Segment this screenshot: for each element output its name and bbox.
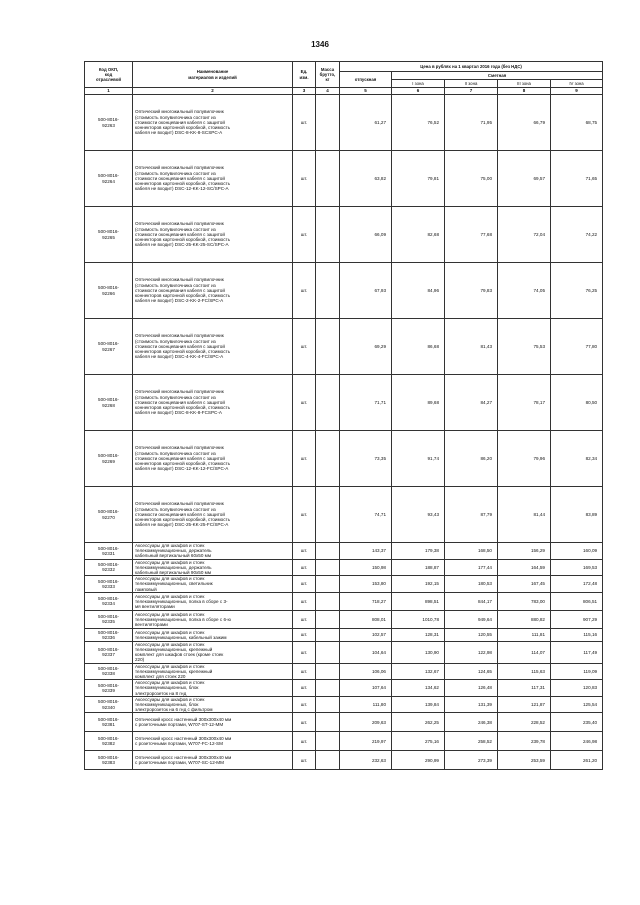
price-zone-4: 80,50 xyxy=(551,375,603,431)
price-zone-1: 134,62 xyxy=(392,680,445,697)
table-row xyxy=(85,431,603,487)
price-zone-2: 844,17 xyxy=(445,592,498,610)
product-name: Оптический многожильный полувилочник (стоимость полувилочника состоит из стоимости оконцевания кабеля с защитой коннекторов картонной коробкой, стоимость кабеля не входит) DSC-2-KK-2-FC/SPC-A xyxy=(133,263,293,319)
product-name: Аксессуары для шкафов и стоек телекоммуникационных, держатель кабельный вертикальный 60x50 мм xyxy=(133,543,293,560)
price-zone-1: 192,15 xyxy=(392,576,445,593)
price-zone-1: 132,67 xyxy=(392,663,445,680)
product-code: 500-8016- 92269 xyxy=(85,431,133,487)
mass-cell xyxy=(316,576,340,593)
price-zone-2: 177,44 xyxy=(445,559,498,576)
product-code: 500-8016- 92333 xyxy=(85,576,133,593)
price-zone-3: 164,59 xyxy=(498,559,551,576)
column-number: 4 xyxy=(316,88,340,95)
price-zone-4: 76,25 xyxy=(551,263,603,319)
price-zone-4: 71,65 xyxy=(551,151,603,207)
price-zone-2: 86,20 xyxy=(445,431,498,487)
table-row xyxy=(85,732,603,751)
header-zone-4: IV зона xyxy=(551,80,603,88)
product-code: 500-8016- 92268 xyxy=(85,375,133,431)
price-zone-1: 179,38 xyxy=(392,543,445,560)
product-code: 500-8016- 92337 xyxy=(85,641,133,663)
table-row xyxy=(85,713,603,732)
price-zone-1: 275,16 xyxy=(392,732,445,751)
table-body xyxy=(85,95,603,770)
price-zone-2: 124,65 xyxy=(445,663,498,680)
mass-cell xyxy=(316,628,340,641)
product-name: Оптический кросс настенный 300x300x40 мм с розеточными портами, W707-SC-12-MM xyxy=(133,751,293,770)
header-otpusknaya: отпускная xyxy=(340,72,392,88)
mass-cell xyxy=(316,663,340,680)
product-code: 500-8016- 92340 xyxy=(85,696,133,713)
price-otpusknaya: 71,71 xyxy=(340,375,392,431)
price-zone-4: 83,89 xyxy=(551,487,603,543)
product-code: 500-8016- 92339 xyxy=(85,680,133,697)
price-zone-2: 246,38 xyxy=(445,713,498,732)
price-zone-4: 125,54 xyxy=(551,696,603,713)
price-otpusknaya: 808,01 xyxy=(340,610,392,628)
price-zone-4: 77,80 xyxy=(551,319,603,375)
table-row xyxy=(85,375,603,431)
table-row xyxy=(85,592,603,610)
mass-cell xyxy=(316,680,340,697)
column-number: 6 xyxy=(392,88,445,95)
column-number-row xyxy=(85,88,603,95)
product-name: Оптический многожильный полувилочник (стоимость полувилочника состоит из стоимости оконцевания кабеля с защитой коннекторов картонной коробкой, стоимость кабеля не входит) DSC-8-KK-8-SCSPC-A xyxy=(133,95,293,151)
table-row xyxy=(85,543,603,560)
product-name: Оптический многожильный полувилочник (стоимость полувилочника состоит из стоимости оконцевания кабеля с защитой коннекторов картонной коробкой, стоимость кабеля не входит) DSC-12-KK-12-FC/SPC-A xyxy=(133,431,293,487)
price-zone-2: 126,48 xyxy=(445,680,498,697)
price-zone-4: 261,20 xyxy=(551,751,603,770)
unit-cell: шт. xyxy=(293,263,316,319)
product-code: 500-8016- 92332 xyxy=(85,559,133,576)
price-zone-4: 74,22 xyxy=(551,207,603,263)
table-row xyxy=(85,207,603,263)
unit-cell: шт. xyxy=(293,431,316,487)
table-row xyxy=(85,95,603,151)
product-code: 500-8016- 92270 xyxy=(85,487,133,543)
table-row xyxy=(85,696,603,713)
header-zone-1: I зона xyxy=(392,80,445,88)
price-zone-3: 75,53 xyxy=(498,319,551,375)
product-code: 500-8016- 92266 xyxy=(85,263,133,319)
price-zone-3: 78,17 xyxy=(498,375,551,431)
column-number: 8 xyxy=(498,88,551,95)
price-otpusknaya: 69,29 xyxy=(340,319,392,375)
product-code: 500-8016- 92383 xyxy=(85,751,133,770)
price-zone-3: 72,04 xyxy=(498,207,551,263)
price-zone-4: 120,83 xyxy=(551,680,603,697)
price-zone-1: 76,52 xyxy=(392,95,445,151)
mass-cell xyxy=(316,713,340,732)
price-zone-2: 81,43 xyxy=(445,319,498,375)
price-zone-2: 75,00 xyxy=(445,151,498,207)
mass-cell xyxy=(316,151,340,207)
price-zone-1: 84,96 xyxy=(392,263,445,319)
header-price-group: Цена в рублях на 1 квартал 2016 года (без НДС) xyxy=(340,62,603,72)
price-otpusknaya: 61,27 xyxy=(340,95,392,151)
product-name: Аксессуары для шкафов и стоек телекоммуникационных, полка в сборе с 6-ю вентиляторами xyxy=(133,610,293,628)
price-zone-3: 81,44 xyxy=(498,487,551,543)
price-otpusknaya: 718,27 xyxy=(340,592,392,610)
price-zone-2: 273,39 xyxy=(445,751,498,770)
column-number: 7 xyxy=(445,88,498,95)
product-name: Аксессуары для шкафов и стоек телекоммуникационных, кабельный зажим xyxy=(133,628,293,641)
price-zone-2: 131,39 xyxy=(445,696,498,713)
header-zone-2: II зона xyxy=(445,80,498,88)
mass-cell xyxy=(316,641,340,663)
price-zone-4: 907,29 xyxy=(551,610,603,628)
price-zone-1: 130,90 xyxy=(392,641,445,663)
mass-cell xyxy=(316,375,340,431)
product-name: Оптический кросс настенный 300x300x40 мм с розеточными портами, W707-ST-12-MM xyxy=(133,713,293,732)
unit-cell: шт. xyxy=(293,151,316,207)
product-code: 500-8016- 92264 xyxy=(85,151,133,207)
price-zone-2: 79,83 xyxy=(445,263,498,319)
unit-cell: шт. xyxy=(293,680,316,697)
table-row xyxy=(85,628,603,641)
product-name: Оптический многожильный полувилочник (стоимость полувилочника состоит из стоимости оконцевания кабеля с защитой коннекторов картонной коробкой, стоимость кабеля не входит) DSC-25-KK-25-FC/SPC-A xyxy=(133,487,293,543)
unit-cell: шт. xyxy=(293,641,316,663)
price-zone-1: 188,87 xyxy=(392,559,445,576)
product-name: Аксессуары для шкафов и стоек телекоммуникационных, полка в сборе с 3- мя вентиляторами xyxy=(133,592,293,610)
price-zone-4: 806,51 xyxy=(551,592,603,610)
column-number: 5 xyxy=(340,88,392,95)
price-zone-3: 253,59 xyxy=(498,751,551,770)
price-zone-2: 77,68 xyxy=(445,207,498,263)
price-otpusknaya: 219,97 xyxy=(340,732,392,751)
product-code: 500-8016- 92334 xyxy=(85,592,133,610)
price-zone-3: 69,57 xyxy=(498,151,551,207)
table-row xyxy=(85,576,603,593)
product-code: 500-8016- 92335 xyxy=(85,610,133,628)
price-zone-1: 86,68 xyxy=(392,319,445,375)
product-name: Оптический кросс настенный 300x300x40 мм с розеточными портами, W707-FC-12-SM xyxy=(133,732,293,751)
price-zone-4: 246,98 xyxy=(551,732,603,751)
price-zone-1: 91,74 xyxy=(392,431,445,487)
price-zone-2: 87,79 xyxy=(445,487,498,543)
table-row xyxy=(85,487,603,543)
price-otpusknaya: 66,09 xyxy=(340,207,392,263)
table-row xyxy=(85,559,603,576)
column-number: 1 xyxy=(85,88,133,95)
price-otpusknaya: 106,06 xyxy=(340,663,392,680)
unit-cell: шт. xyxy=(293,543,316,560)
mass-cell xyxy=(316,487,340,543)
product-code: 500-8016- 92381 xyxy=(85,713,133,732)
column-number: 9 xyxy=(551,88,603,95)
unit-cell: шт. xyxy=(293,576,316,593)
price-otpusknaya: 150,98 xyxy=(340,559,392,576)
unit-cell: шт. xyxy=(293,592,316,610)
product-name: Оптический многожильный полувилочник (стоимость полувилочника состоит из стоимости оконцевания кабеля с защитой коннекторов картонной коробкой, стоимость кабеля не входит) DSC-8-KK-8-FCSPC-A xyxy=(133,375,293,431)
price-zone-1: 898,51 xyxy=(392,592,445,610)
unit-cell: шт. xyxy=(293,751,316,770)
unit-cell: шт. xyxy=(293,610,316,628)
product-name: Оптический многожильный полувилочник (стоимость полувилочника состоит из стоимости оконцевания кабеля с защитой коннекторов картонной коробкой, стоимость кабеля не входит) DSC-12-KK-12-SC/SPC-A xyxy=(133,151,293,207)
unit-cell: шт. xyxy=(293,628,316,641)
unit-cell: шт. xyxy=(293,559,316,576)
price-zone-4: 160,09 xyxy=(551,543,603,560)
header-mass: Масса брутто, кг xyxy=(316,62,340,88)
table-row xyxy=(85,641,603,663)
price-otpusknaya: 63,82 xyxy=(340,151,392,207)
price-zone-4: 68,75 xyxy=(551,95,603,151)
mass-cell xyxy=(316,543,340,560)
product-code: 500-8016- 92263 xyxy=(85,95,133,151)
price-otpusknaya: 67,93 xyxy=(340,263,392,319)
table-row xyxy=(85,319,603,375)
price-zone-3: 79,96 xyxy=(498,431,551,487)
price-zone-3: 156,29 xyxy=(498,543,551,560)
unit-cell: шт. xyxy=(293,487,316,543)
table-row xyxy=(85,751,603,770)
mass-cell xyxy=(316,696,340,713)
price-zone-2: 120,55 xyxy=(445,628,498,641)
product-code: 500-8016- 92331 xyxy=(85,543,133,560)
unit-cell: шт. xyxy=(293,696,316,713)
product-name: Аксессуары для шкафов и стоек телекоммуникационных, блок электророзеток на 6 гнд с фильтром xyxy=(133,696,293,713)
price-otpusknaya: 111,80 xyxy=(340,696,392,713)
price-zone-1: 290,99 xyxy=(392,751,445,770)
price-zone-2: 168,50 xyxy=(445,543,498,560)
price-zone-3: 66,79 xyxy=(498,95,551,151)
table-row xyxy=(85,263,603,319)
header-zone-3: III зона xyxy=(498,80,551,88)
product-name: Аксессуары для шкафов и стоек телекоммуникационных, светильник ламповый xyxy=(133,576,293,593)
price-zone-3: 228,52 xyxy=(498,713,551,732)
product-code: 500-8016- 92338 xyxy=(85,663,133,680)
price-otpusknaya: 143,37 xyxy=(340,543,392,560)
mass-cell xyxy=(316,732,340,751)
unit-cell: шт. xyxy=(293,713,316,732)
unit-cell: шт. xyxy=(293,375,316,431)
price-otpusknaya: 209,63 xyxy=(340,713,392,732)
mass-cell xyxy=(316,263,340,319)
header-code: Код ОКП, код отраслевой xyxy=(85,62,133,88)
price-zone-3: 114,07 xyxy=(498,641,551,663)
price-zone-1: 262,25 xyxy=(392,713,445,732)
price-zone-3: 121,87 xyxy=(498,696,551,713)
price-zone-3: 880,82 xyxy=(498,610,551,628)
price-zone-3: 115,63 xyxy=(498,663,551,680)
price-zone-4: 235,40 xyxy=(551,713,603,732)
header-name: Наименование материалов и изделий xyxy=(133,62,293,88)
price-zone-4: 82,34 xyxy=(551,431,603,487)
price-zone-1: 139,84 xyxy=(392,696,445,713)
mass-cell xyxy=(316,95,340,151)
price-zone-3: 111,81 xyxy=(498,628,551,641)
price-zone-1: 82,68 xyxy=(392,207,445,263)
table-row xyxy=(85,680,603,697)
mass-cell xyxy=(316,319,340,375)
unit-cell: шт. xyxy=(293,95,316,151)
product-code: 500-8016- 92382 xyxy=(85,732,133,751)
product-name: Аксессуары для шкафов и стоек телекоммуникационных, блок электророзеток на 8 гнд xyxy=(133,680,293,697)
header-unit: Ед. изм. xyxy=(293,62,316,88)
price-zone-3: 239,78 xyxy=(498,732,551,751)
mass-cell xyxy=(316,207,340,263)
price-zone-2: 180,53 xyxy=(445,576,498,593)
price-zone-1: 128,31 xyxy=(392,628,445,641)
price-zone-2: 258,52 xyxy=(445,732,498,751)
unit-cell: шт. xyxy=(293,732,316,751)
product-code: 500-8016- 92265 xyxy=(85,207,133,263)
product-name: Аксессуары для шкафов и стоек телекоммуникационных, держатель кабельный вертикальный 90x50 мм xyxy=(133,559,293,576)
price-otpusknaya: 232,63 xyxy=(340,751,392,770)
table-row xyxy=(85,610,603,628)
price-otpusknaya: 153,80 xyxy=(340,576,392,593)
mass-cell xyxy=(316,610,340,628)
price-zone-4: 119,09 xyxy=(551,663,603,680)
product-code: 500-8016- 92267 xyxy=(85,319,133,375)
product-name: Оптический многожильный полувилочник (стоимость полувилочника состоит из стоимости оконцевания кабеля с защитой коннекторов картонной коробкой, стоимость кабеля не входит) DSC-4-KK-4-FC/SPC-A xyxy=(133,319,293,375)
mass-cell xyxy=(316,559,340,576)
price-otpusknaya: 102,57 xyxy=(340,628,392,641)
price-zone-4: 169,53 xyxy=(551,559,603,576)
price-zone-2: 84,27 xyxy=(445,375,498,431)
price-zone-4: 117,49 xyxy=(551,641,603,663)
mass-cell xyxy=(316,592,340,610)
page-number: 1346 xyxy=(311,40,329,49)
price-otpusknaya: 107,64 xyxy=(340,680,392,697)
price-zone-2: 122,98 xyxy=(445,641,498,663)
table-row xyxy=(85,663,603,680)
price-zone-2: 71,95 xyxy=(445,95,498,151)
product-name: Оптический многожильный полувилочник (стоимость полувилочника состоит из стоимости оконцевания кабеля с защитой коннекторов картонной коробкой, стоимость кабеля не входит) DSC-25-KK-25-SC/SPC-A xyxy=(133,207,293,263)
price-zone-1: 79,81 xyxy=(392,151,445,207)
price-zone-1: 93,43 xyxy=(392,487,445,543)
price-zone-3: 74,05 xyxy=(498,263,551,319)
column-number: 3 xyxy=(293,88,316,95)
price-zone-1: 89,68 xyxy=(392,375,445,431)
price-zone-4: 172,48 xyxy=(551,576,603,593)
unit-cell: шт. xyxy=(293,319,316,375)
price-zone-3: 167,45 xyxy=(498,576,551,593)
product-code: 500-8016- 92336 xyxy=(85,628,133,641)
price-zone-4: 115,16 xyxy=(551,628,603,641)
price-otpusknaya: 74,71 xyxy=(340,487,392,543)
header-smetnaya: Сметная xyxy=(392,72,603,80)
product-name: Аксессуары для шкафов и стоек телекоммуникационных, крепежный комплект для шкафов стоек (кроме стоек 220) xyxy=(133,641,293,663)
price-zone-3: 783,00 xyxy=(498,592,551,610)
unit-cell: шт. xyxy=(293,663,316,680)
mass-cell xyxy=(316,751,340,770)
price-otpusknaya: 73,35 xyxy=(340,431,392,487)
price-zone-2: 949,64 xyxy=(445,610,498,628)
price-otpusknaya: 104,64 xyxy=(340,641,392,663)
product-name: Аксессуары для шкафов и стоек телекоммуникационных, крепежный комплект для стоек 220 xyxy=(133,663,293,680)
table-row xyxy=(85,151,603,207)
price-zone-3: 117,31 xyxy=(498,680,551,697)
mass-cell xyxy=(316,431,340,487)
unit-cell: шт. xyxy=(293,207,316,263)
price-zone-1: 1010,78 xyxy=(392,610,445,628)
column-number: 2 xyxy=(133,88,293,95)
price-table xyxy=(84,61,603,770)
